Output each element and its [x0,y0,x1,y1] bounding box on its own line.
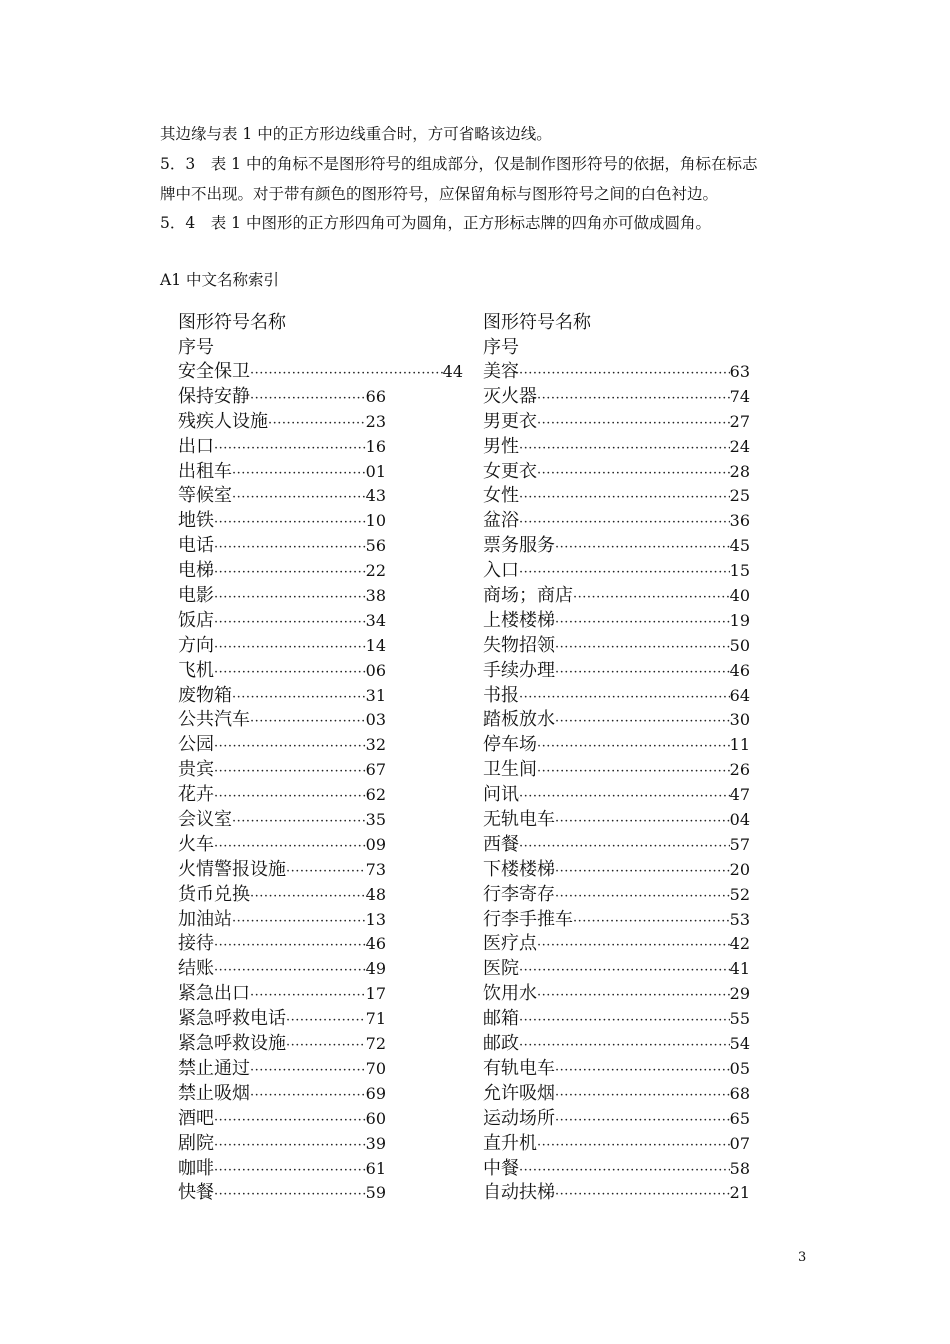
dot-leader [214,1159,366,1184]
dot-leader [519,362,730,387]
entry-number: 60 [365,1108,386,1128]
entry-name: 上楼楼梯 [483,609,555,631]
dot-leader [286,1034,366,1059]
dot-leader [250,984,366,1009]
dot-leader [555,636,730,661]
entry-name: 贵宾 [178,759,214,781]
paragraph-continuation: 其边缘与表 1 中的正方形边线重合时，方可省略该边线。 [160,125,552,143]
paragraph-5-3-line-1: 5．3 表 1 中的角标不是图形符号的组成部分，仅是制作图形符号的依据，角标在标志 [160,155,758,173]
dot-leader [537,760,730,785]
dot-leader [519,437,730,462]
entry-name: 自动扶梯 [483,1182,555,1204]
entry-number: 43 [365,486,386,506]
entry-number: 03 [365,710,386,730]
entry-name: 安全保卫 [178,361,250,382]
index-entry [178,1107,386,1132]
entry-number: 21 [729,1183,750,1203]
entry-number: 67 [365,760,386,780]
entry-name: 医院 [483,958,519,980]
entry-name: 禁止通过 [178,1057,250,1079]
index-entry [178,559,386,584]
entry-name: 失物招领 [483,634,555,656]
entry-number: 05 [729,1058,750,1078]
dot-leader [555,611,730,636]
entry-name: 公共汽车 [178,709,250,731]
index-entry [483,1181,750,1206]
index-entry [483,1107,750,1132]
entry-number: 49 [365,959,386,979]
entry-number: 07 [729,1133,750,1153]
entry-name: 公园 [178,734,214,756]
dot-leader [214,561,366,586]
entry-number: 27 [729,411,750,431]
index-entry [178,385,386,410]
dot-leader [214,760,366,785]
index-entry [483,808,750,833]
index-entry [483,982,750,1007]
entry-number: 64 [729,685,750,705]
dot-leader [214,586,366,611]
dot-leader [214,511,366,536]
dot-leader [250,885,366,910]
entry-number: 66 [365,386,386,406]
entry-number: 71 [365,1009,386,1029]
entry-name: 踏板放水 [483,709,555,731]
index-entry [483,659,750,684]
entry-name: 火车 [178,833,214,855]
entry-number: 26 [729,760,750,780]
dot-leader [519,835,730,860]
index-entry [483,634,750,659]
index-entry [178,460,386,485]
entry-number: 54 [729,1034,750,1054]
dot-leader [214,785,366,810]
entry-number: 17 [365,984,386,1004]
index-entry [483,559,750,584]
dot-leader [268,412,366,437]
entry-name: 邮政 [483,1033,519,1055]
dot-leader [555,1183,730,1208]
entry-number: 34 [365,610,386,630]
index-entry [178,883,386,908]
entry-name: 接待 [178,933,214,955]
entry-name: 结账 [178,958,214,980]
index-entry [483,410,750,435]
entry-name: 女性 [483,485,519,507]
entry-name: 出口 [178,435,214,457]
index-entry [483,957,750,982]
entry-number: 65 [729,1108,750,1128]
entry-name: 货币兑换 [178,883,250,905]
index-entry [483,435,750,460]
entry-number: 63 [729,362,750,381]
section-heading: A1 中文名称索引 [160,271,279,289]
entry-name: 灭火器 [483,385,537,407]
dot-leader [519,1034,730,1059]
entry-name: 禁止吸烟 [178,1082,250,1104]
entry-number: 62 [365,785,386,805]
column-header-name: 图形符号名称 [483,312,591,333]
index-entry [483,460,750,485]
entry-name: 废物箱 [178,684,232,706]
index-entry [178,1181,386,1206]
index-entry [178,1057,386,1082]
entry-number: 72 [365,1034,386,1054]
entry-name: 停车场 [483,734,537,756]
index-entry [483,1132,750,1157]
entry-name: 医疗点 [483,933,537,955]
entry-name: 咖啡 [178,1157,214,1179]
index-entry [483,584,750,609]
entry-number: 56 [365,536,386,556]
dot-leader [214,636,366,661]
entry-name: 电影 [178,585,214,607]
entry-name: 行李手推车 [483,908,573,930]
dot-leader [232,462,366,487]
entry-name: 有轨电车 [483,1057,555,1079]
entry-name: 剧院 [178,1132,214,1154]
dot-leader [286,860,366,885]
entry-number: 53 [729,909,750,929]
dot-leader [250,387,366,412]
entry-name: 美容 [483,361,519,382]
entry-name: 快餐 [178,1182,214,1204]
index-entry [178,659,386,684]
entry-number: 04 [729,810,750,830]
entry-number: 46 [365,934,386,954]
dot-leader [214,735,366,760]
entry-number: 68 [729,1083,750,1103]
entry-name: 入口 [483,560,519,582]
entry-number: 50 [729,635,750,655]
index-entry [178,833,386,858]
entry-name: 花卉 [178,784,214,806]
dot-leader [537,1134,730,1159]
index-entry [178,435,386,460]
index-entry [178,534,386,559]
index-list-right [483,360,750,1206]
index-entry [483,1057,750,1082]
dot-leader [519,511,730,536]
dot-leader [537,934,730,959]
entry-number: 58 [729,1158,750,1178]
entry-number: 31 [365,685,386,705]
entry-number: 44 [442,362,463,381]
dot-leader [250,1084,366,1109]
dot-leader [214,1134,366,1159]
entry-number: 14 [365,635,386,655]
entry-name: 电梯 [178,560,214,582]
entry-number: 01 [365,461,386,481]
entry-number: 61 [365,1158,386,1178]
index-entry [483,858,750,883]
index-entry [178,1157,386,1182]
entry-name: 会议室 [178,809,232,831]
index-entry [178,360,463,385]
entry-name: 方向 [178,634,214,656]
entry-name: 男性 [483,435,519,457]
entry-number: 11 [729,735,750,755]
index-entry [483,833,750,858]
index-list-left [178,360,463,1206]
page-number: 3 [798,1250,807,1265]
entry-number: 47 [729,785,750,805]
index-entry [178,609,386,634]
entry-number: 41 [729,959,750,979]
entry-number: 19 [729,610,750,630]
dot-leader [537,984,730,1009]
entry-name: 男更衣 [483,410,537,432]
index-entry [483,932,750,957]
index-entry [178,584,386,609]
entry-name: 手续办理 [483,659,555,681]
index-entry [178,1132,386,1157]
entry-number: 36 [729,511,750,531]
index-column-left [178,310,463,1206]
entry-number: 16 [365,436,386,456]
paragraph-5-3-line-2: 牌中不出现。对于带有颜色的图形符号，应保留角标与图形符号之间的白色衬边。 [160,185,719,203]
dot-leader [555,710,730,735]
dot-leader [519,1009,730,1034]
dot-leader [232,486,366,511]
entry-number: 35 [365,810,386,830]
dot-leader [214,1183,366,1208]
entry-number: 46 [729,660,750,680]
index-entry [483,783,750,808]
entry-name: 酒吧 [178,1107,214,1129]
index-entry [483,1032,750,1057]
dot-leader [555,1084,730,1109]
entry-number: 70 [365,1058,386,1078]
dot-leader [214,1109,366,1134]
dot-leader [250,710,366,735]
index-entry [483,534,750,559]
entry-name: 西餐 [483,833,519,855]
entry-name: 饭店 [178,609,214,631]
entry-number: 28 [729,461,750,481]
index-entry [483,1157,750,1182]
dot-leader [232,910,366,935]
entry-name: 紧急呼救设施 [178,1033,286,1055]
index-entry [178,758,386,783]
dot-leader [555,810,730,835]
dot-leader [519,486,730,511]
entry-name: 下楼楼梯 [483,858,555,880]
dot-leader [214,437,366,462]
dot-leader [555,661,730,686]
entry-name: 女更衣 [483,460,537,482]
entry-name: 无轨电车 [483,809,555,831]
entry-number: 59 [365,1183,386,1203]
entry-name: 中餐 [483,1157,519,1179]
dot-leader [519,959,730,984]
entry-number: 13 [365,909,386,929]
index-entry [483,708,750,733]
entry-number: 29 [729,984,750,1004]
dot-leader [573,910,730,935]
entry-number: 32 [365,735,386,755]
index-entry [178,708,386,733]
entry-number: 39 [365,1133,386,1153]
entry-name: 票务服务 [483,535,555,557]
column-header-number: 序号 [178,337,214,358]
index-entry [178,1082,386,1107]
index-entry [178,808,386,833]
index-entry [178,932,386,957]
index-entry [483,758,750,783]
entry-name: 商场；商店 [483,585,573,607]
entry-name: 飞机 [178,659,214,681]
index-entry [483,1007,750,1032]
entry-number: 52 [729,884,750,904]
dot-leader [519,785,730,810]
dot-leader [232,686,366,711]
entry-number: 23 [365,411,386,431]
index-entry [483,609,750,634]
entry-number: 30 [729,710,750,730]
dot-leader [555,536,730,561]
entry-name: 运动场所 [483,1107,555,1129]
dot-leader [537,462,730,487]
entry-name: 电话 [178,535,214,557]
entry-number: 55 [729,1009,750,1029]
index-entry [483,360,750,385]
entry-name: 饮用水 [483,983,537,1005]
dot-leader [232,810,366,835]
entry-name: 等候室 [178,485,232,507]
entry-number: 22 [365,561,386,581]
entry-number: 40 [729,586,750,606]
dot-leader [214,835,366,860]
entry-name: 盆浴 [483,510,519,532]
index-column-right [483,310,750,1206]
entry-number: 06 [365,660,386,680]
entry-number: 69 [365,1083,386,1103]
entry-number: 73 [365,859,386,879]
entry-name: 出租车 [178,460,232,482]
entry-number: 42 [729,934,750,954]
index-entry [178,783,386,808]
dot-leader [250,362,443,387]
index-entry [483,733,750,758]
entry-name: 卫生间 [483,759,537,781]
index-entry [178,858,386,883]
entry-name: 问讯 [483,784,519,806]
column-header-name: 图形符号名称 [178,312,286,333]
index-entry [178,982,386,1007]
entry-name: 直升机 [483,1132,537,1154]
dot-leader [537,387,730,412]
index-entry [483,908,750,933]
entry-name: 邮箱 [483,1008,519,1030]
index-entry [483,1082,750,1107]
index-entry [178,908,386,933]
entry-name: 行李寄存 [483,883,555,905]
entry-number: 57 [729,834,750,854]
index-entry [178,1032,386,1057]
dot-leader [214,611,366,636]
index-entry [178,684,386,709]
entry-name: 残疾人设施 [178,410,268,432]
entry-name: 紧急呼救电话 [178,1008,286,1030]
dot-leader [537,735,730,760]
dot-leader [537,412,730,437]
dot-leader [555,885,730,910]
dot-leader [214,536,366,561]
index-entry [483,385,750,410]
dot-leader [214,959,366,984]
index-entry [178,484,386,509]
dot-leader [519,561,730,586]
index-entry [178,410,386,435]
entry-number: 48 [365,884,386,904]
entry-name: 紧急出口 [178,983,250,1005]
index-entry [178,957,386,982]
dot-leader [555,1059,730,1084]
entry-name: 地铁 [178,510,214,532]
entry-name: 火情警报设施 [178,858,286,880]
entry-number: 74 [729,386,750,406]
entry-number: 09 [365,834,386,854]
dot-leader [519,686,730,711]
index-entry [178,509,386,534]
dot-leader [555,860,730,885]
entry-number: 10 [365,511,386,531]
paragraph-5-4: 5．4 表 1 中图形的正方形四角可为圆角，正方形标志牌的四角亦可做成圆角。 [160,214,711,232]
entry-name: 保持安静 [178,385,250,407]
column-header-number: 序号 [483,337,519,358]
index-entry [483,883,750,908]
dot-leader [555,1109,730,1134]
index-entry [178,634,386,659]
entry-number: 15 [729,561,750,581]
index-entry [178,1007,386,1032]
dot-leader [214,661,366,686]
dot-leader [250,1059,366,1084]
index-entry [483,684,750,709]
entry-number: 20 [729,859,750,879]
entry-number: 38 [365,586,386,606]
entry-name: 允许吸烟 [483,1082,555,1104]
entry-number: 24 [729,436,750,456]
entry-number: 45 [729,536,750,556]
dot-leader [214,934,366,959]
entry-name: 书报 [483,684,519,706]
entry-number: 25 [729,486,750,506]
dot-leader [286,1009,366,1034]
entry-name: 加油站 [178,908,232,930]
dot-leader [573,586,730,611]
index-entry [178,733,386,758]
index-entry [483,484,750,509]
index-entry [483,509,750,534]
dot-leader [519,1159,730,1184]
